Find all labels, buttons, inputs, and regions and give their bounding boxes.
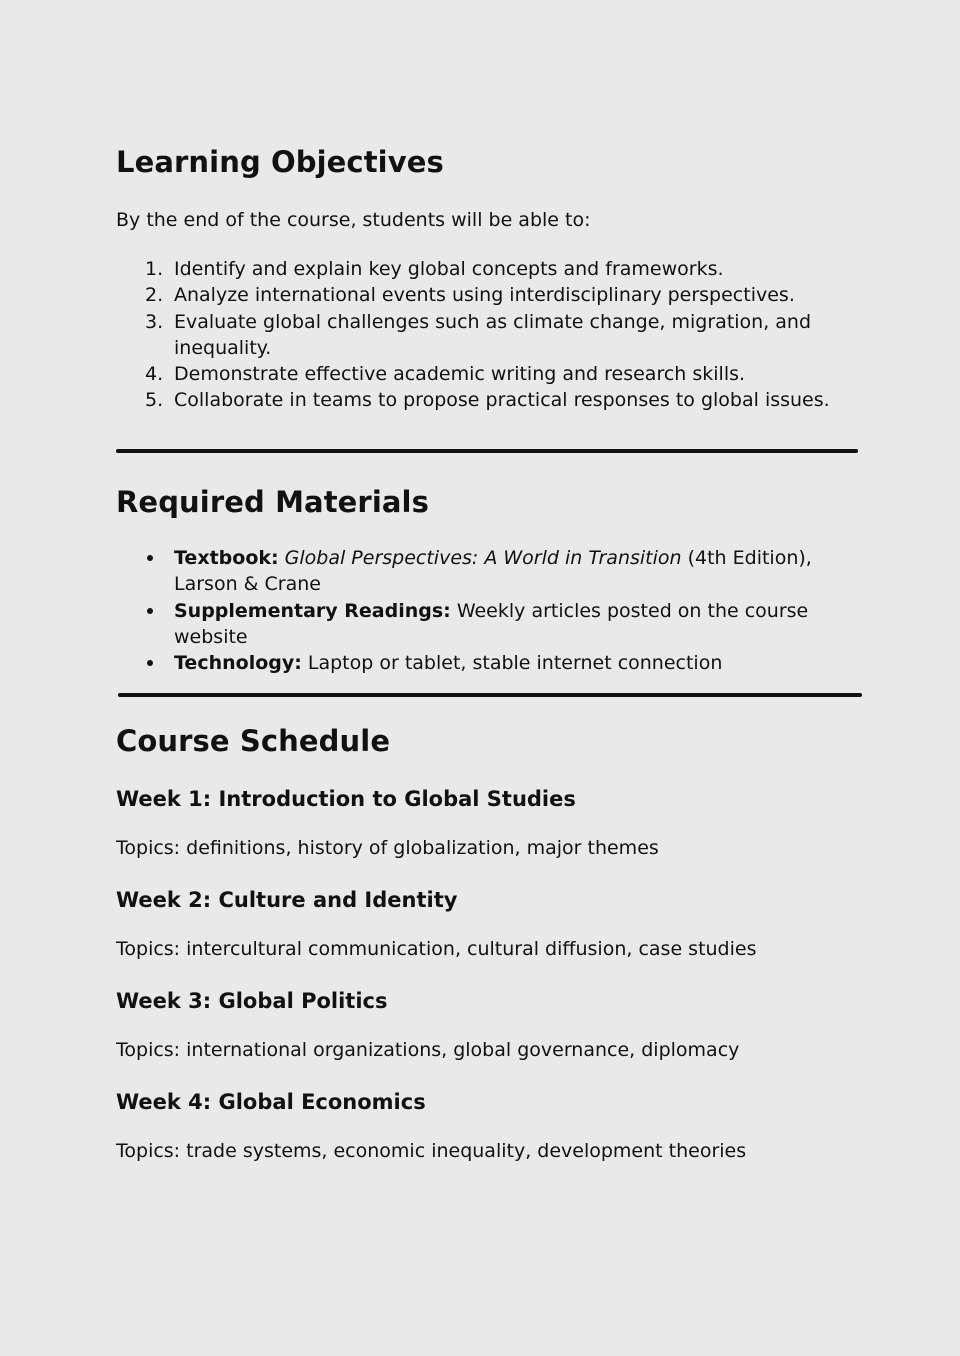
objective-number: 2. <box>145 284 164 307</box>
objective-number: 5. <box>145 389 164 412</box>
bullet-icon <box>147 660 153 666</box>
material-text: Weekly articles posted on the course website <box>174 599 809 648</box>
objective-text: Identify and explain key global concepts and frameworks. <box>174 258 724 280</box>
week-title: Week 1: Introduction to Global Studies <box>116 787 576 811</box>
objective-item <box>116 387 860 413</box>
learning-objectives-section <box>116 144 860 414</box>
required-materials-section <box>116 484 860 676</box>
material-item <box>116 545 860 598</box>
week-title: Week 3: Global Politics <box>116 989 388 1013</box>
week-block <box>116 1088 860 1164</box>
material-item <box>116 598 860 651</box>
week-block <box>116 886 860 962</box>
week-title: Week 4: Global Economics <box>116 1090 426 1114</box>
objectives-list <box>116 256 860 414</box>
material-text: Laptop or tablet, stable internet connection <box>301 652 723 675</box>
objective-text: Demonstrate effective academic writing and research skills. <box>174 363 746 386</box>
material-label: Textbook: <box>174 547 279 569</box>
objective-number: 4. <box>145 363 164 386</box>
textbook-title: Global Perspectives: A World in Transition <box>284 547 682 569</box>
course-schedule-section <box>116 723 860 759</box>
material-label: Supplementary Readings: <box>174 599 451 622</box>
objectives-intro: By the end of the course, students will be able to: <box>116 209 591 231</box>
week-topics: Topics: trade systems, economic inequality, development theories <box>116 1140 747 1162</box>
week-topics: Topics: definitions, history of globalization, major themes <box>116 837 659 859</box>
objective-number: 3. <box>145 310 164 333</box>
week-block <box>116 987 860 1063</box>
section-divider <box>118 693 862 697</box>
week-title: Week 2: Culture and Identity <box>116 888 458 912</box>
bullet-icon <box>147 608 153 614</box>
objective-item <box>116 282 860 308</box>
objective-text: Collaborate in teams to propose practical responses to global issues. <box>174 389 830 412</box>
material-item <box>116 650 860 676</box>
material-label: Technology: <box>174 652 302 675</box>
week-block <box>116 785 860 861</box>
required-materials-heading: Required Materials <box>116 485 429 519</box>
objective-item <box>116 309 860 362</box>
objective-number: 1. <box>145 258 164 280</box>
objective-text: Analyze international events using interdisciplinary perspectives. <box>174 284 795 307</box>
objective-text: Evaluate global challenges such as climate change, migration, and inequality. <box>174 310 812 359</box>
materials-list <box>116 545 860 676</box>
week-topics: Topics: international organizations, global governance, diplomacy <box>116 1039 740 1061</box>
course-schedule-heading: Course Schedule <box>116 724 391 758</box>
section-divider <box>116 449 858 453</box>
week-topics: Topics: intercultural communication, cultural diffusion, case studies <box>116 938 757 960</box>
objective-item <box>116 361 860 387</box>
learning-objectives-heading: Learning Objectives <box>116 145 444 179</box>
bullet-icon <box>147 555 153 561</box>
objective-item <box>116 256 860 282</box>
material-text: (4th Edition), Larson & Crane <box>174 547 812 596</box>
